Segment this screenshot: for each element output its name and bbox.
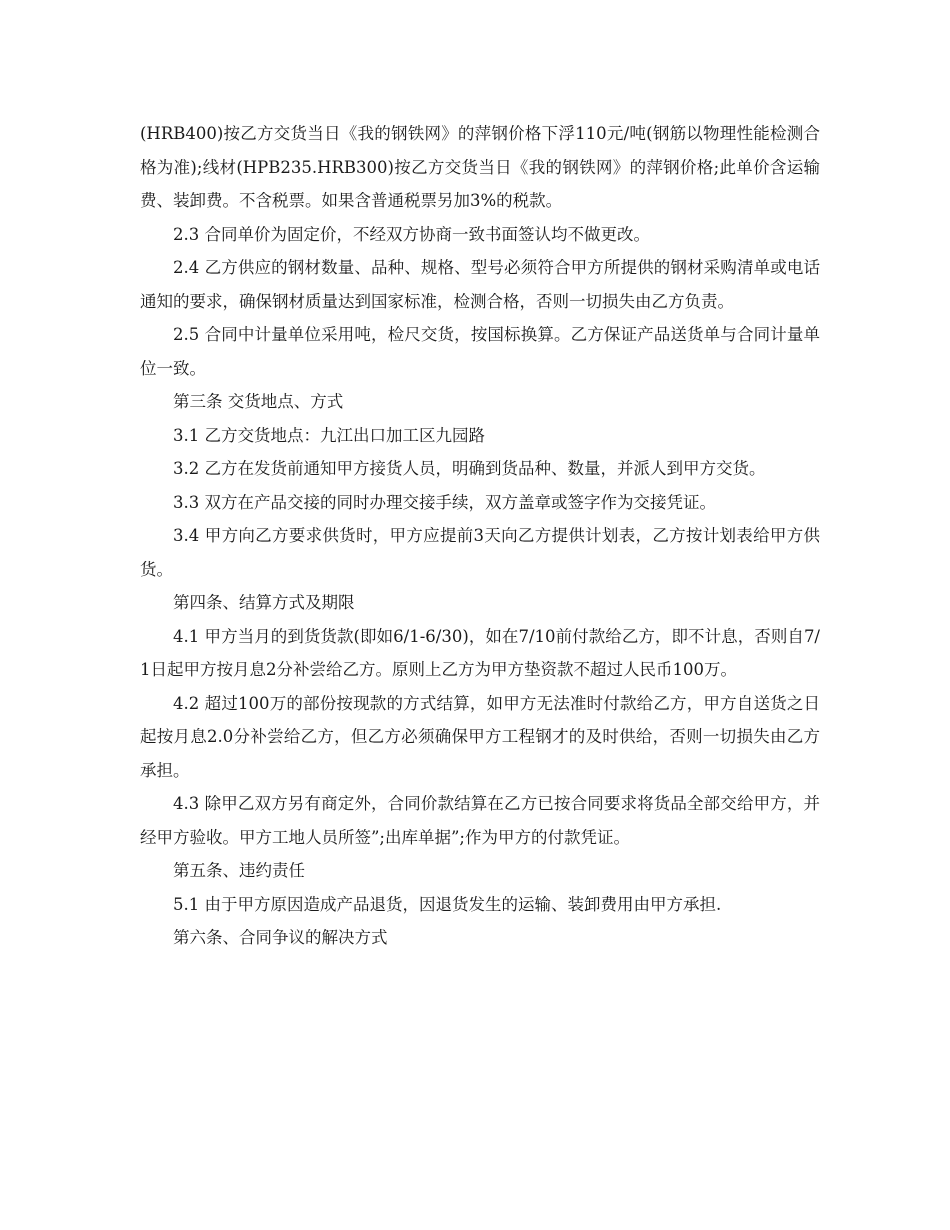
clause-2-4: 2.4 乙方供应的钢材数量、品种、规格、型号必须符合甲方所提供的钢材采购清单或电话通知的要求，确保钢材质量达到国家标准，检测合格，否则一切损失由乙方负责。 xyxy=(140,258,820,311)
article-4-heading: 第四条、结算方式及期限 xyxy=(173,593,355,612)
document-body xyxy=(140,117,820,955)
clause-3-3: 3.3 双方在产品交接的同时办理交接手续，双方盖章或签字作为交接凭证。 xyxy=(173,492,716,512)
clause-3-2: 3.2 乙方在发货前通知甲方接货人员，明确到货品种、数量，并派人到甲方交货。 xyxy=(173,459,766,478)
clause-4-1: 4.1 甲方当月的到货货款(即如6/1-6/30)，如在7/10前付款给乙方，即不计息，否则自7/1日起甲方按月息2分补尝给乙方。原则上乙方为甲方垫资款不超过人民币100万。 xyxy=(140,626,820,679)
clause-2-5: 2.5 合同中计量单位采用吨，检尺交货，按国标换算。乙方保证产品送货单与合同计量单位一致。 xyxy=(140,325,820,378)
article-6-heading: 第六条、合同争议的解决方式 xyxy=(173,928,388,947)
clause-3-1: 3.1 乙方交货地点：九江出口加工区九园路 xyxy=(173,425,485,445)
article-3-heading: 第三条 交货地点、方式 xyxy=(173,392,344,411)
clause-2-2-continuation: (HRB400)按乙方交货当日《我的钢铁网》的萍钢价格下浮110元/吨(钢筋以物理性能检测合格为准);线材(HPB235.HRB300)按乙方交货当日《我的钢铁网》的萍钢价格;此单价含运输费、装卸费。不含税票。如果含普通税票另加3%的税款。 xyxy=(140,124,820,210)
clause-2-3: 2.3 合同单价为固定价，不经双方协商一致书面签认均不做更改。 xyxy=(173,224,650,244)
clause-3-4: 3.4 甲方向乙方要求供货时，甲方应提前3天向乙方提供计划表，乙方按计划表给甲方供货。 xyxy=(140,526,820,579)
clause-5-1: 5.1 由于甲方原因造成产品退货，因退货发生的运输、装卸费用由甲方承担. xyxy=(173,894,722,914)
clause-4-3: 4.3 除甲乙双方另有商定外，合同价款结算在乙方已按合同要求将货品全部交给甲方，并经甲方验收。甲方工地人员所签”;出库单据”;作为甲方的付款凭证。 xyxy=(140,794,820,847)
article-5-heading: 第五条、违约责任 xyxy=(173,861,305,880)
clause-4-2: 4.2 超过100万的部份按现款的方式结算，如甲方无法准时付款给乙方，甲方自送货之日起按月息2.0分补尝给乙方，但乙方必须确保甲方工程钢才的及时供给，否则一切损失由乙方承担。 xyxy=(140,693,820,780)
